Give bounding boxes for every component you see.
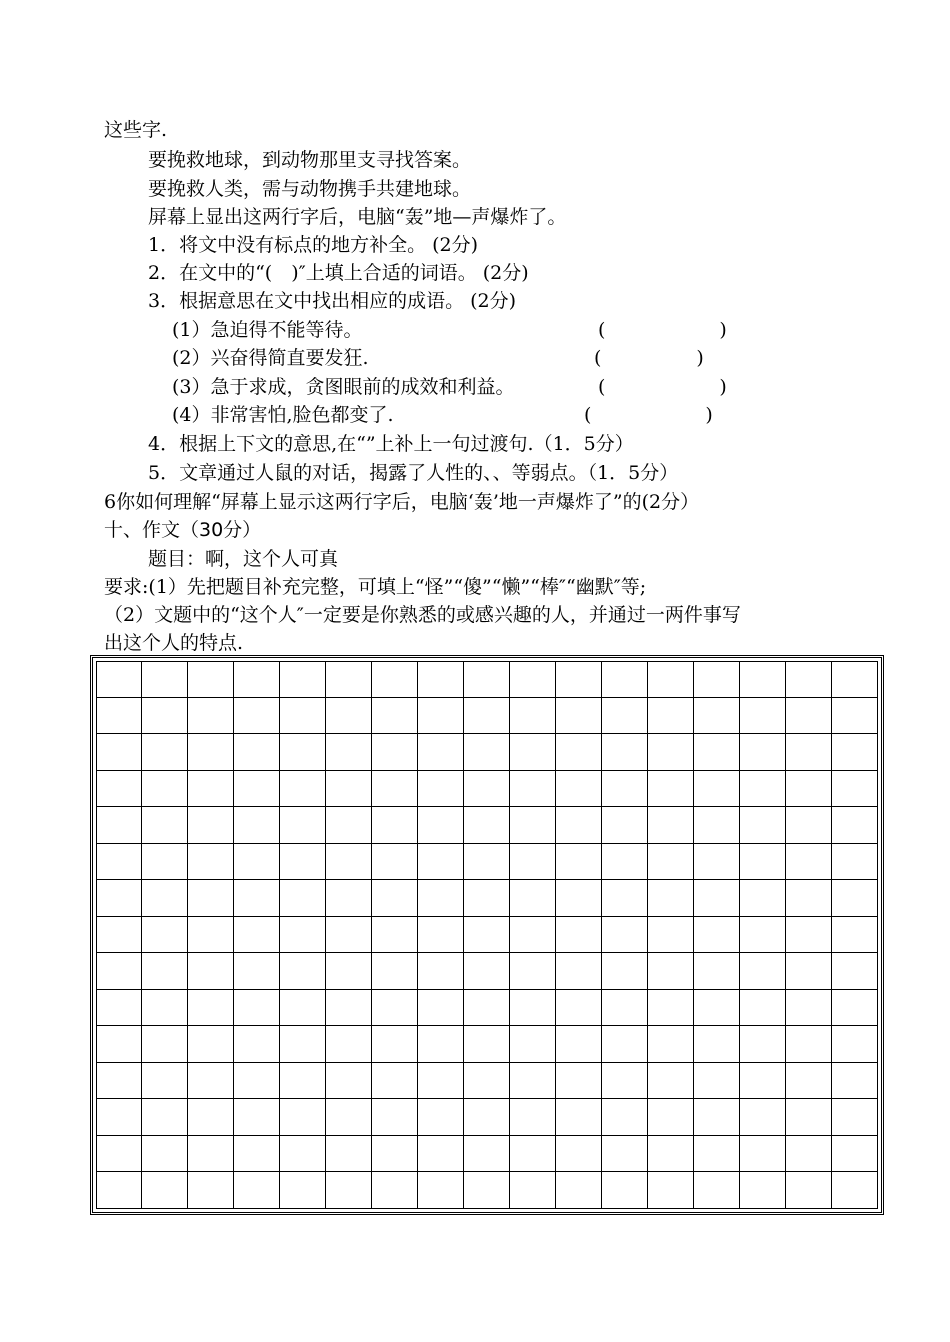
grid-cell[interactable] <box>832 698 878 735</box>
grid-cell[interactable] <box>234 953 280 990</box>
grid-cell[interactable] <box>694 1099 740 1136</box>
composition-heading: 十、作文（30分） <box>104 519 262 541</box>
grid-cell[interactable] <box>142 698 188 735</box>
grid-cell[interactable] <box>96 1099 142 1136</box>
grid-cell[interactable] <box>786 1172 832 1209</box>
grid-cell[interactable] <box>372 844 418 881</box>
grid-cell[interactable] <box>786 771 832 808</box>
grid-cell[interactable] <box>188 1172 234 1209</box>
grid-cell[interactable] <box>832 844 878 881</box>
grid-cell[interactable] <box>188 734 234 771</box>
grid-cell[interactable] <box>648 1099 694 1136</box>
grid-cell[interactable] <box>418 1026 464 1063</box>
grid-cell[interactable] <box>188 1063 234 1100</box>
grid-cell[interactable] <box>188 1026 234 1063</box>
grid-cell[interactable] <box>786 698 832 735</box>
grid-cell[interactable] <box>372 1063 418 1100</box>
grid-cell[interactable] <box>510 953 556 990</box>
grid-cell[interactable] <box>464 953 510 990</box>
grid-cell[interactable] <box>740 953 786 990</box>
grid-cell[interactable] <box>832 807 878 844</box>
grid-cell[interactable] <box>740 1099 786 1136</box>
grid-cell[interactable] <box>556 990 602 1027</box>
grid-cell[interactable] <box>96 698 142 735</box>
grid-cell[interactable] <box>602 990 648 1027</box>
grid-cell[interactable] <box>786 1099 832 1136</box>
grid-cell[interactable] <box>464 880 510 917</box>
grid-cell[interactable] <box>96 880 142 917</box>
grid-cell[interactable] <box>510 844 556 881</box>
grid-cell[interactable] <box>648 990 694 1027</box>
grid-cell[interactable] <box>464 698 510 735</box>
grid-cell[interactable] <box>234 661 280 698</box>
grid-cell[interactable] <box>602 880 648 917</box>
grid-cell[interactable] <box>556 953 602 990</box>
grid-cell[interactable] <box>556 1063 602 1100</box>
grid-cell[interactable] <box>234 1063 280 1100</box>
grid-cell[interactable] <box>326 1063 372 1100</box>
composition-requirement-3: 出这个人的特点. <box>104 632 244 654</box>
q3-answer-blank-1[interactable]: ( ) <box>598 319 727 341</box>
grid-cell[interactable] <box>694 880 740 917</box>
grid-cell[interactable] <box>142 990 188 1027</box>
grid-cell[interactable] <box>96 844 142 881</box>
grid-cell[interactable] <box>648 734 694 771</box>
grid-cell[interactable] <box>464 1099 510 1136</box>
grid-cell[interactable] <box>142 844 188 881</box>
grid-cell[interactable] <box>648 1136 694 1173</box>
grid-cell[interactable] <box>280 1099 326 1136</box>
grid-cell[interactable] <box>464 771 510 808</box>
grid-cell[interactable] <box>510 1063 556 1100</box>
grid-cell[interactable] <box>188 1136 234 1173</box>
grid-cell[interactable] <box>418 1063 464 1100</box>
composition-requirement-2: （2）文题中的“这个人″一定要是你熟悉的或感兴趣的人，并通过一两件事写 <box>104 604 741 626</box>
grid-cell[interactable] <box>142 1099 188 1136</box>
grid-cell[interactable] <box>142 917 188 954</box>
grid-cell[interactable] <box>832 1099 878 1136</box>
grid-cell[interactable] <box>96 917 142 954</box>
grid-cell[interactable] <box>786 661 832 698</box>
grid-cell[interactable] <box>326 844 372 881</box>
question-3: 3．根据意思在文中找出相应的成语。 (2分) <box>148 290 517 312</box>
grid-cell[interactable] <box>142 1063 188 1100</box>
grid-cell[interactable] <box>372 698 418 735</box>
grid-cell[interactable] <box>142 880 188 917</box>
grid-cell[interactable] <box>96 807 142 844</box>
grid-cell[interactable] <box>694 844 740 881</box>
grid-cell[interactable] <box>372 734 418 771</box>
grid-cell[interactable] <box>142 734 188 771</box>
grid-cell[interactable] <box>96 734 142 771</box>
grid-cell[interactable] <box>142 1136 188 1173</box>
grid-cell[interactable] <box>694 807 740 844</box>
grid-cell[interactable] <box>96 990 142 1027</box>
grid-cell[interactable] <box>694 953 740 990</box>
grid-cell[interactable] <box>510 734 556 771</box>
grid-cell[interactable] <box>740 807 786 844</box>
grid-cell[interactable] <box>372 990 418 1027</box>
q3-item-2: (2）兴奋得简直要发狂. <box>172 347 369 369</box>
grid-cell[interactable] <box>602 698 648 735</box>
grid-cell[interactable] <box>510 1026 556 1063</box>
grid-cell[interactable] <box>464 1172 510 1209</box>
grid-cell[interactable] <box>188 698 234 735</box>
grid-cell[interactable] <box>740 661 786 698</box>
grid-cell[interactable] <box>280 698 326 735</box>
grid-cell[interactable] <box>326 1099 372 1136</box>
grid-cell[interactable] <box>372 1172 418 1209</box>
grid-cell[interactable] <box>832 917 878 954</box>
grid-cell[interactable] <box>602 844 648 881</box>
grid-cell[interactable] <box>372 661 418 698</box>
grid-cell[interactable] <box>740 880 786 917</box>
grid-cell[interactable] <box>280 844 326 881</box>
grid-cell[interactable] <box>418 734 464 771</box>
grid-cell[interactable] <box>142 771 188 808</box>
grid-cell[interactable] <box>234 880 280 917</box>
grid-cell[interactable] <box>418 917 464 954</box>
q3-item-3: (3）急于求成，贪图眼前的成效和利益。 <box>172 376 515 398</box>
grid-cell[interactable] <box>326 1026 372 1063</box>
grid-cell[interactable] <box>234 990 280 1027</box>
grid-cell[interactable] <box>510 1172 556 1209</box>
grid-cell[interactable] <box>556 880 602 917</box>
q3-answer-blank-4[interactable]: ( ) <box>584 404 713 426</box>
grid-cell[interactable] <box>740 990 786 1027</box>
grid-cell[interactable] <box>602 771 648 808</box>
grid-cell[interactable] <box>464 661 510 698</box>
grid-cell[interactable] <box>280 1026 326 1063</box>
question-1: 1．将文中没有标点的地方补全。 (2分) <box>148 234 479 256</box>
grid-cell[interactable] <box>556 698 602 735</box>
grid-cell[interactable] <box>602 1136 648 1173</box>
grid-cell[interactable] <box>832 990 878 1027</box>
grid-cell[interactable] <box>142 807 188 844</box>
grid-cell[interactable] <box>648 1063 694 1100</box>
grid-cell[interactable] <box>142 1172 188 1209</box>
grid-cell[interactable] <box>740 734 786 771</box>
grid-cell[interactable] <box>556 917 602 954</box>
question-5: 5．文章通过人鼠的对话，揭露了人性的、、等弱点。（1．5分） <box>148 462 679 484</box>
grid-cell[interactable] <box>464 844 510 881</box>
grid-cell[interactable] <box>372 771 418 808</box>
grid-cell[interactable] <box>418 1099 464 1136</box>
grid-cell[interactable] <box>188 661 234 698</box>
grid-cell[interactable] <box>372 880 418 917</box>
grid-cell[interactable] <box>418 771 464 808</box>
grid-cell[interactable] <box>510 698 556 735</box>
grid-cell[interactable] <box>602 1099 648 1136</box>
grid-cell[interactable] <box>786 1136 832 1173</box>
grid-cell[interactable] <box>648 771 694 808</box>
grid-cell[interactable] <box>280 917 326 954</box>
grid-cell[interactable] <box>556 1099 602 1136</box>
grid-cell[interactable] <box>188 844 234 881</box>
grid-cell[interactable] <box>556 1172 602 1209</box>
grid-cell[interactable] <box>556 844 602 881</box>
grid-cell[interactable] <box>602 661 648 698</box>
grid-cell[interactable] <box>832 1063 878 1100</box>
grid-cell[interactable] <box>96 953 142 990</box>
grid-cell[interactable] <box>694 1026 740 1063</box>
grid-cell[interactable] <box>234 698 280 735</box>
grid-cell[interactable] <box>832 880 878 917</box>
grid-cell[interactable] <box>832 661 878 698</box>
grid-cell[interactable] <box>602 917 648 954</box>
grid-cell[interactable] <box>556 1136 602 1173</box>
grid-cell[interactable] <box>510 1099 556 1136</box>
grid-cell[interactable] <box>280 771 326 808</box>
grid-cell[interactable] <box>234 917 280 954</box>
poem-line-1: 要挽救地球，到动物那里支寻找答案。 <box>148 149 472 171</box>
grid-cell[interactable] <box>418 661 464 698</box>
grid-cell[interactable] <box>694 661 740 698</box>
grid-cell[interactable] <box>234 807 280 844</box>
grid-cell[interactable] <box>602 1063 648 1100</box>
writing-grid[interactable] <box>90 655 884 1215</box>
grid-cell[interactable] <box>326 1172 372 1209</box>
grid-cell[interactable] <box>326 1136 372 1173</box>
grid-cell[interactable] <box>648 917 694 954</box>
grid-cell[interactable] <box>326 698 372 735</box>
grid-cell[interactable] <box>832 1136 878 1173</box>
grid-cell[interactable] <box>786 990 832 1027</box>
grid-cell[interactable] <box>464 807 510 844</box>
grid-cell[interactable] <box>234 1172 280 1209</box>
grid-cell[interactable] <box>786 844 832 881</box>
grid-cell[interactable] <box>326 734 372 771</box>
grid-cell[interactable] <box>464 917 510 954</box>
grid-cell[interactable] <box>418 990 464 1027</box>
grid-cell[interactable] <box>694 1063 740 1100</box>
grid-cell[interactable] <box>832 1172 878 1209</box>
grid-cell[interactable] <box>510 1136 556 1173</box>
question-6: 6你如何理解“屏幕上显示这两行字后，电脑‘轰’地一声爆炸了”的(2分） <box>104 491 700 513</box>
grid-cell[interactable] <box>418 844 464 881</box>
grid-cell[interactable] <box>326 807 372 844</box>
q3-item-1: (1）急迫得不能等待。 <box>172 319 363 341</box>
grid-cell[interactable] <box>464 1026 510 1063</box>
grid-cell[interactable] <box>234 1136 280 1173</box>
grid-cell[interactable] <box>740 917 786 954</box>
grid-cell[interactable] <box>694 1136 740 1173</box>
grid-cell[interactable] <box>556 661 602 698</box>
grid-cell[interactable] <box>740 1063 786 1100</box>
grid-cell[interactable] <box>280 807 326 844</box>
grid-cell[interactable] <box>280 734 326 771</box>
grid-cell[interactable] <box>786 734 832 771</box>
grid-cell[interactable] <box>602 734 648 771</box>
grid-cell[interactable] <box>96 1063 142 1100</box>
grid-cell[interactable] <box>96 1026 142 1063</box>
grid-cell[interactable] <box>786 1026 832 1063</box>
grid-cell[interactable] <box>188 771 234 808</box>
composition-requirement-1: 要求:(1）先把题目补充完整，可填上“怪”“傻”“懒”“棒″“幽默″等; <box>104 576 647 598</box>
grid-cell[interactable] <box>188 1099 234 1136</box>
q3-answer-blank-3[interactable]: ( ) <box>598 376 727 398</box>
grid-cell[interactable] <box>280 1172 326 1209</box>
grid-cell[interactable] <box>786 953 832 990</box>
composition-topic: 题目：啊，这个人可真 <box>148 548 339 570</box>
grid-cell[interactable] <box>464 1136 510 1173</box>
grid-cell[interactable] <box>740 1172 786 1209</box>
grid-cell[interactable] <box>786 880 832 917</box>
grid-cell[interactable] <box>786 917 832 954</box>
grid-cell[interactable] <box>510 807 556 844</box>
grid-cell[interactable] <box>372 953 418 990</box>
grid-cell[interactable] <box>96 1172 142 1209</box>
grid-cell[interactable] <box>648 1026 694 1063</box>
grid-cell[interactable] <box>694 990 740 1027</box>
grid-cell[interactable] <box>188 990 234 1027</box>
grid-cell[interactable] <box>510 661 556 698</box>
grid-cell[interactable] <box>602 1026 648 1063</box>
grid-cell[interactable] <box>234 771 280 808</box>
q3-item-4: (4）非常害怕,脸色都变了. <box>172 404 394 426</box>
grid-cell[interactable] <box>234 844 280 881</box>
grid-cell[interactable] <box>556 1026 602 1063</box>
question-2: 2．在文中的“( )″上填上合适的词语。 (2分) <box>148 262 529 284</box>
question-4: 4．根据上下文的意思,在“”上补上一句过渡句.（1．5分） <box>148 433 634 455</box>
grid-cell[interactable] <box>96 661 142 698</box>
grid-cell[interactable] <box>234 1026 280 1063</box>
grid-cell[interactable] <box>556 807 602 844</box>
grid-cell[interactable] <box>648 807 694 844</box>
grid-cell[interactable] <box>740 698 786 735</box>
grid-cell[interactable] <box>142 661 188 698</box>
grid-cell[interactable] <box>418 1136 464 1173</box>
grid-cell[interactable] <box>832 734 878 771</box>
grid-cell[interactable] <box>280 990 326 1027</box>
grid-cell[interactable] <box>694 917 740 954</box>
grid-cell[interactable] <box>740 844 786 881</box>
writing-grid-cells[interactable] <box>96 661 878 1209</box>
grid-cell[interactable] <box>464 734 510 771</box>
grid-cell[interactable] <box>280 661 326 698</box>
grid-cell[interactable] <box>832 771 878 808</box>
grid-cell[interactable] <box>372 1136 418 1173</box>
grid-cell[interactable] <box>280 953 326 990</box>
grid-cell[interactable] <box>556 734 602 771</box>
grid-cell[interactable] <box>510 990 556 1027</box>
grid-cell[interactable] <box>510 917 556 954</box>
grid-cell[interactable] <box>326 953 372 990</box>
grid-cell[interactable] <box>280 880 326 917</box>
grid-cell[interactable] <box>418 807 464 844</box>
grid-cell[interactable] <box>96 1136 142 1173</box>
grid-cell[interactable] <box>188 953 234 990</box>
grid-cell[interactable] <box>740 1026 786 1063</box>
grid-cell[interactable] <box>464 990 510 1027</box>
grid-cell[interactable] <box>602 953 648 990</box>
grid-cell[interactable] <box>648 661 694 698</box>
grid-cell[interactable] <box>740 1136 786 1173</box>
grid-cell[interactable] <box>326 990 372 1027</box>
grid-cell[interactable] <box>694 1172 740 1209</box>
q3-answer-blank-2[interactable]: ( ) <box>594 347 704 369</box>
grid-cell[interactable] <box>556 771 602 808</box>
grid-cell[interactable] <box>372 807 418 844</box>
grid-cell[interactable] <box>832 1026 878 1063</box>
grid-cell[interactable] <box>326 661 372 698</box>
grid-cell[interactable] <box>188 807 234 844</box>
grid-cell[interactable] <box>648 953 694 990</box>
grid-cell[interactable] <box>188 880 234 917</box>
grid-cell[interactable] <box>464 1063 510 1100</box>
grid-cell[interactable] <box>510 771 556 808</box>
grid-cell[interactable] <box>326 771 372 808</box>
grid-cell[interactable] <box>280 1063 326 1100</box>
grid-cell[interactable] <box>418 698 464 735</box>
grid-cell[interactable] <box>786 1063 832 1100</box>
grid-cell[interactable] <box>326 917 372 954</box>
grid-cell[interactable] <box>602 807 648 844</box>
grid-cell[interactable] <box>694 771 740 808</box>
grid-cell[interactable] <box>648 698 694 735</box>
grid-cell[interactable] <box>418 880 464 917</box>
grid-cell[interactable] <box>648 1172 694 1209</box>
grid-cell[interactable] <box>142 1026 188 1063</box>
grid-cell[interactable] <box>694 698 740 735</box>
grid-cell[interactable] <box>372 917 418 954</box>
grid-cell[interactable] <box>96 771 142 808</box>
grid-cell[interactable] <box>188 917 234 954</box>
intro-tail: 这些字. <box>104 119 168 141</box>
grid-cell[interactable] <box>280 1136 326 1173</box>
grid-cell[interactable] <box>648 880 694 917</box>
grid-cell[interactable] <box>740 771 786 808</box>
grid-cell[interactable] <box>326 880 372 917</box>
grid-cell[interactable] <box>234 734 280 771</box>
poem-line-2: 要挽救人类，需与动物携手共建地球。 <box>148 178 472 200</box>
poem-line-3: 屏幕上显出这两行字后，电脑“轰”地—声爆炸了。 <box>148 206 567 228</box>
grid-cell[interactable] <box>510 880 556 917</box>
grid-cell[interactable] <box>142 953 188 990</box>
grid-cell[interactable] <box>372 1026 418 1063</box>
grid-cell[interactable] <box>786 807 832 844</box>
grid-cell[interactable] <box>234 1099 280 1136</box>
grid-cell[interactable] <box>602 1172 648 1209</box>
grid-cell[interactable] <box>694 734 740 771</box>
grid-cell[interactable] <box>648 844 694 881</box>
grid-cell[interactable] <box>832 953 878 990</box>
grid-cell[interactable] <box>372 1099 418 1136</box>
grid-cell[interactable] <box>418 953 464 990</box>
grid-cell[interactable] <box>418 1172 464 1209</box>
